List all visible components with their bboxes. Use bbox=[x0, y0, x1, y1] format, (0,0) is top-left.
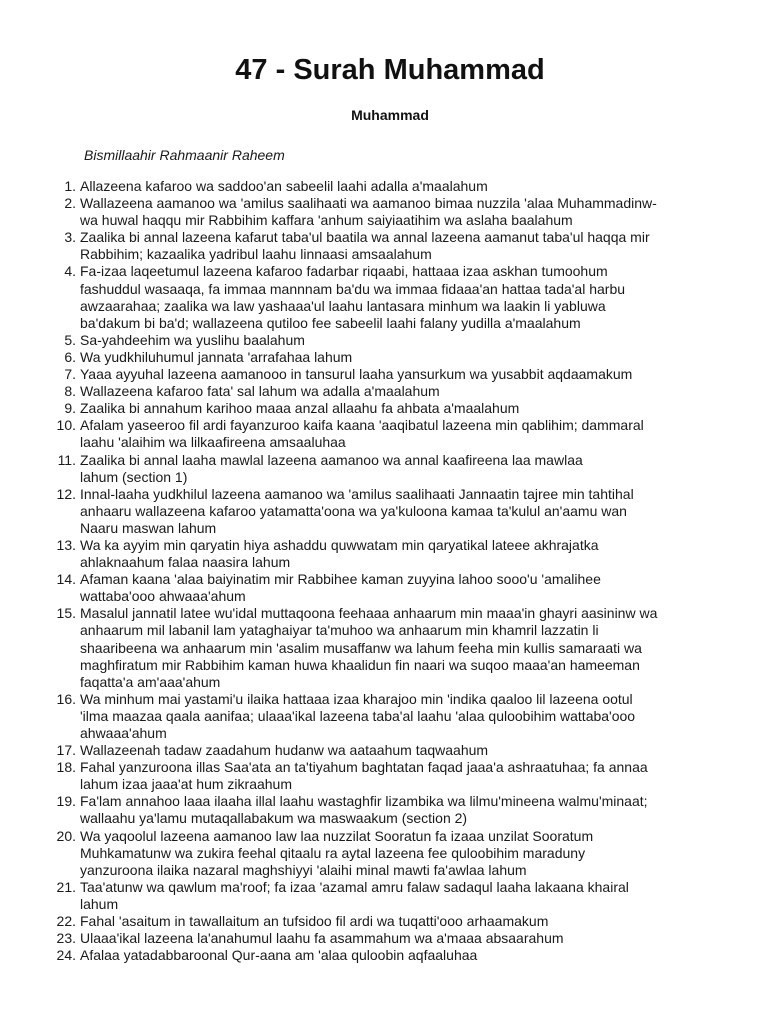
verse-text: Taa'atunw wa qawlum ma'roof; fa izaa 'azamal amru falaw sadaqul laaha lakaana khairal lahum bbox=[80, 878, 629, 912]
page-subtitle: Muhammad bbox=[351, 107, 429, 123]
verse-text: Fa-izaa laqeetumul lazeena kafaroo fadarbar riqaabi, hattaaa izaa askhan tumoohum fashuddul wasaaqa, fa immaa mannnam ba'du wa immaa fidaaa'an hattaa tada'al harbu awzaarahaa; zaalika wa law yashaaa'ul laahu lantasara minhum wa laakin li yabluwa ba'dakum bi ba'd; wallazeena qutiloo fee sabeelil laahi falany yudilla a'maalahum bbox=[80, 263, 626, 331]
verse-text: Wa minhum mai yastami'u ilaika hattaaa izaa kharajoo min 'indika qaaloo lil lazeena ootul 'ilma maazaa qaala aanifaa; ulaaa'ikal lazeena taba'al laahu 'alaa quloobihim wattaba'ooo ahwaaa'ahum bbox=[80, 690, 636, 741]
verse-text: Afaman kaana 'alaa baiyinatim mir Rabbihee kaman zuyyina lahoo sooo'u 'amalihee wattaba'ooo ahwaaa'ahum bbox=[80, 571, 601, 605]
verse-number: 10. bbox=[56, 417, 76, 434]
verse-text: Ulaaa'ikal lazeena la'anahumul laahu fa asammahum wa a'maaa absaarahum bbox=[80, 930, 564, 947]
verse-number: 13. bbox=[56, 536, 76, 553]
verse-item bbox=[52, 178, 728, 195]
verse-item bbox=[52, 349, 728, 366]
verse-number: 5. bbox=[64, 331, 76, 348]
verse-item bbox=[52, 383, 728, 400]
verse-item bbox=[52, 759, 728, 793]
verse-text: Fahal 'asaitum in tawallaitum an tufsidoo fil ardi wa tuqatti'ooo arhaamakum bbox=[80, 913, 549, 930]
verse-number: 20. bbox=[56, 827, 76, 844]
verse-item bbox=[52, 486, 728, 537]
verse-number: 2. bbox=[64, 195, 76, 212]
verse-list bbox=[52, 178, 728, 964]
verse-item bbox=[52, 366, 728, 383]
verse-number: 16. bbox=[56, 690, 76, 707]
verse-item bbox=[52, 332, 728, 349]
verse-text: Innal-laaha yudkhilul lazeena aamanoo wa 'amilus saalihaati Jannaatin tajree min tahtihal anhaaru wallazeena kafaroo yatamatta'oona wa ya'kuloona kamaa ta'kulul an'aamu wan Naaru maswan lahum bbox=[80, 485, 634, 536]
verse-item bbox=[52, 571, 728, 605]
verse-number: 1. bbox=[64, 178, 76, 194]
verse-number: 24. bbox=[56, 947, 76, 964]
verse-number: 12. bbox=[56, 485, 76, 502]
verse-number: 17. bbox=[56, 742, 76, 759]
verse-item bbox=[52, 195, 728, 229]
verse-number: 7. bbox=[64, 366, 76, 383]
verse-number: 3. bbox=[64, 229, 76, 246]
verse-item bbox=[52, 828, 728, 879]
verse-item bbox=[52, 452, 728, 486]
verse-text: Wallazeena aamanoo wa 'amilus saalihaati wa aamanoo bimaa nuzzila 'alaa Muhammadinw- wa huwal haqqu mir Rabbihim kaffara 'anhum saiyiaatihim wa aslaha baalahum bbox=[80, 195, 657, 229]
verse-number: 14. bbox=[56, 571, 76, 588]
verse-text: Afalaa yatadabbaroonal Qur-aana am 'alaa quloobin aqfaaluhaa bbox=[80, 947, 478, 964]
verse-number: 9. bbox=[64, 400, 76, 417]
verse-number: 11. bbox=[57, 451, 76, 468]
bismillah-line: Bismillaahir Rahmaanir Raheem bbox=[84, 147, 285, 163]
verse-item bbox=[52, 691, 728, 742]
verse-text: Allazeena kafaroo wa saddoo'an sabeelil laahi adalla a'maalahum bbox=[80, 178, 488, 194]
verse-text: Masalul jannatil latee wu'idal muttaqoona feehaaa anhaarum min maaa'in ghayri aasininw wa anhaarum mil labanil lam yataghaiyar ta'muhoo wa anhaarum min khamril lazzatin li shaaribeena wa anhaarum min 'asalim musaffanw wa lahum feeha min kullis samaraati wa maghfiratum mir Rabbihim kaman huwa khaalidun fin naari wa suqoo maaa'an hameeman faqatta'a am'aaa'ahum bbox=[80, 605, 658, 690]
verse-text: Zaalika bi annal lazeena kafarut taba'ul baatila wa annal lazeena aamanut taba'ul haqqa mir Rabbihim; kazaalika yadribul laahu linnaasi amsaalahum bbox=[80, 229, 650, 263]
verse-number: 15. bbox=[56, 605, 76, 622]
verse-item bbox=[52, 417, 728, 451]
verse-number: 4. bbox=[64, 263, 76, 280]
verse-number: 19. bbox=[56, 793, 76, 810]
verse-item bbox=[52, 947, 728, 964]
verse-text: Sa-yahdeehim wa yuslihu baalahum bbox=[80, 331, 305, 348]
verse-item bbox=[52, 537, 728, 571]
verse-item bbox=[52, 229, 728, 263]
verse-text: Wa yaqoolul lazeena aamanoo law laa nuzzilat Sooratun fa izaaa unzilat Sooratum Muhkamatunw wa zukira feehal qitaalu ra aytal lazeena fee quloobihim maraduny yanzuroona ilaika nazaral maghshiyyi 'alaihi minal mawti fa'awlaa lahum bbox=[80, 827, 594, 878]
verse-number: 6. bbox=[64, 348, 76, 365]
verse-item bbox=[52, 913, 728, 930]
verse-text: Zaalika bi annahum karihoo maaa anzal allaahu fa ahbata a'maalahum bbox=[80, 400, 520, 417]
verse-text: Afalam yaseeroo fil ardi fayanzuroo kaifa kaana 'aaqibatul lazeena min qablihim; dammaral laahu 'alaihim wa lilkaafireena amsaaluhaa bbox=[80, 417, 644, 451]
verse-item bbox=[52, 400, 728, 417]
verse-text: Wa yudkhiluhumul jannata 'arrafahaa lahum bbox=[80, 348, 353, 365]
verse-item bbox=[52, 793, 728, 827]
verse-item bbox=[52, 742, 728, 759]
verse-item bbox=[52, 605, 728, 690]
verse-text: Zaalika bi annal laaha mawlal lazeena aamanoo wa annal kaafireena laa mawlaa lahum (section 1) bbox=[80, 451, 583, 485]
verse-text: Wa ka ayyim min qaryatin hiya ashaddu quwwatam min qaryatikal lateee akhrajatka ahlaknaahum falaa naasira lahum bbox=[80, 536, 599, 571]
verse-text: Wallazeenah tadaw zaadahum hudanw wa aataahum taqwaahum bbox=[80, 742, 489, 759]
verse-text: Fahal yanzuroona illas Saa'ata an ta'tiyahum baghtatan faqad jaaa'a ashraatuhaa; fa annaa lahum izaa jaaa'at hum zikraahum bbox=[80, 759, 648, 793]
verse-number: 18. bbox=[56, 759, 76, 776]
verse-text: Fa'lam annahoo laaa ilaaha illal laahu wastaghfir lizambika wa lilmu'mineena walmu'minaat; wallaahu ya'lamu mutaqallabakum wa maswaakum (section 2) bbox=[80, 793, 648, 827]
verse-text: Yaaa ayyuhal lazeena aamanooo in tansurul laaha yansurkum wa yusabbit aqdaamakum bbox=[80, 366, 633, 383]
page-title: 47 - Surah Muhammad bbox=[235, 54, 545, 86]
verse-item bbox=[52, 263, 728, 331]
verse-number: 21. bbox=[56, 878, 76, 895]
verse-item bbox=[52, 930, 728, 947]
verse-text: Wallazeena kafaroo fata' sal lahum wa adalla a'maalahum bbox=[80, 383, 440, 400]
verse-number: 22. bbox=[56, 913, 76, 930]
verse-number: 23. bbox=[56, 930, 76, 947]
verse-item bbox=[52, 879, 728, 913]
verse-number: 8. bbox=[64, 383, 76, 400]
